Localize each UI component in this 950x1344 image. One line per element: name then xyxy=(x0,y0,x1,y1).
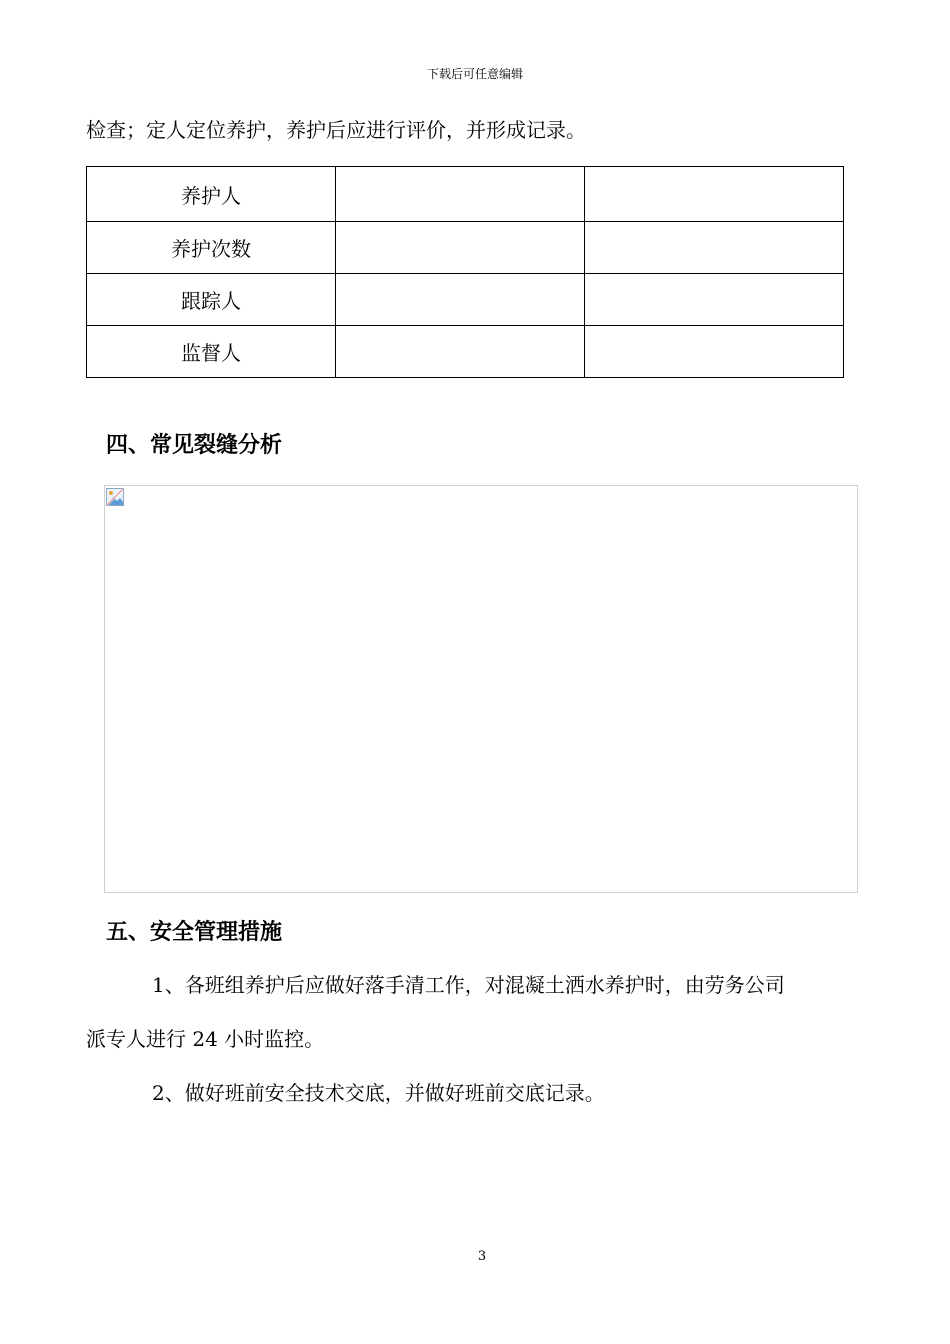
table-row xyxy=(87,222,844,274)
table-row xyxy=(87,167,844,222)
broken-image-icon xyxy=(106,488,124,506)
table-cell xyxy=(585,167,844,222)
safety-item-1-line-2: 派专人进行 24 小时监控。 xyxy=(86,1027,325,1051)
table-cell xyxy=(336,274,585,326)
table-cell xyxy=(336,167,585,222)
safety-item-1-line-1: 1、各班组养护后应做好落手清工作，对混凝土洒水养护时，由劳务公司 xyxy=(152,973,785,997)
table-cell xyxy=(585,326,844,378)
maintenance-table xyxy=(86,166,844,378)
table-cell xyxy=(585,274,844,326)
image-placeholder xyxy=(104,485,858,893)
table-cell xyxy=(585,222,844,274)
row-label: 养护次数 xyxy=(87,222,336,274)
section-heading-crack-analysis: 四、常见裂缝分析 xyxy=(106,433,283,458)
page-header: 下载后可任意编辑 xyxy=(426,67,523,81)
table-cell xyxy=(336,222,585,274)
row-label: 监督人 xyxy=(87,326,336,378)
section-heading-safety: 五、安全管理措施 xyxy=(106,920,283,945)
table-row xyxy=(87,326,844,378)
intro-paragraph: 检查；定人定位养护，养护后应进行评价，并形成记录。 xyxy=(86,118,586,142)
safety-item-2: 2、做好班前安全技术交底，并做好班前交底记录。 xyxy=(152,1081,605,1105)
table-row xyxy=(87,274,844,326)
row-label: 跟踪人 xyxy=(87,274,336,326)
row-label: 养护人 xyxy=(87,167,336,222)
page-number: 3 xyxy=(477,1249,487,1264)
table-cell xyxy=(336,326,585,378)
